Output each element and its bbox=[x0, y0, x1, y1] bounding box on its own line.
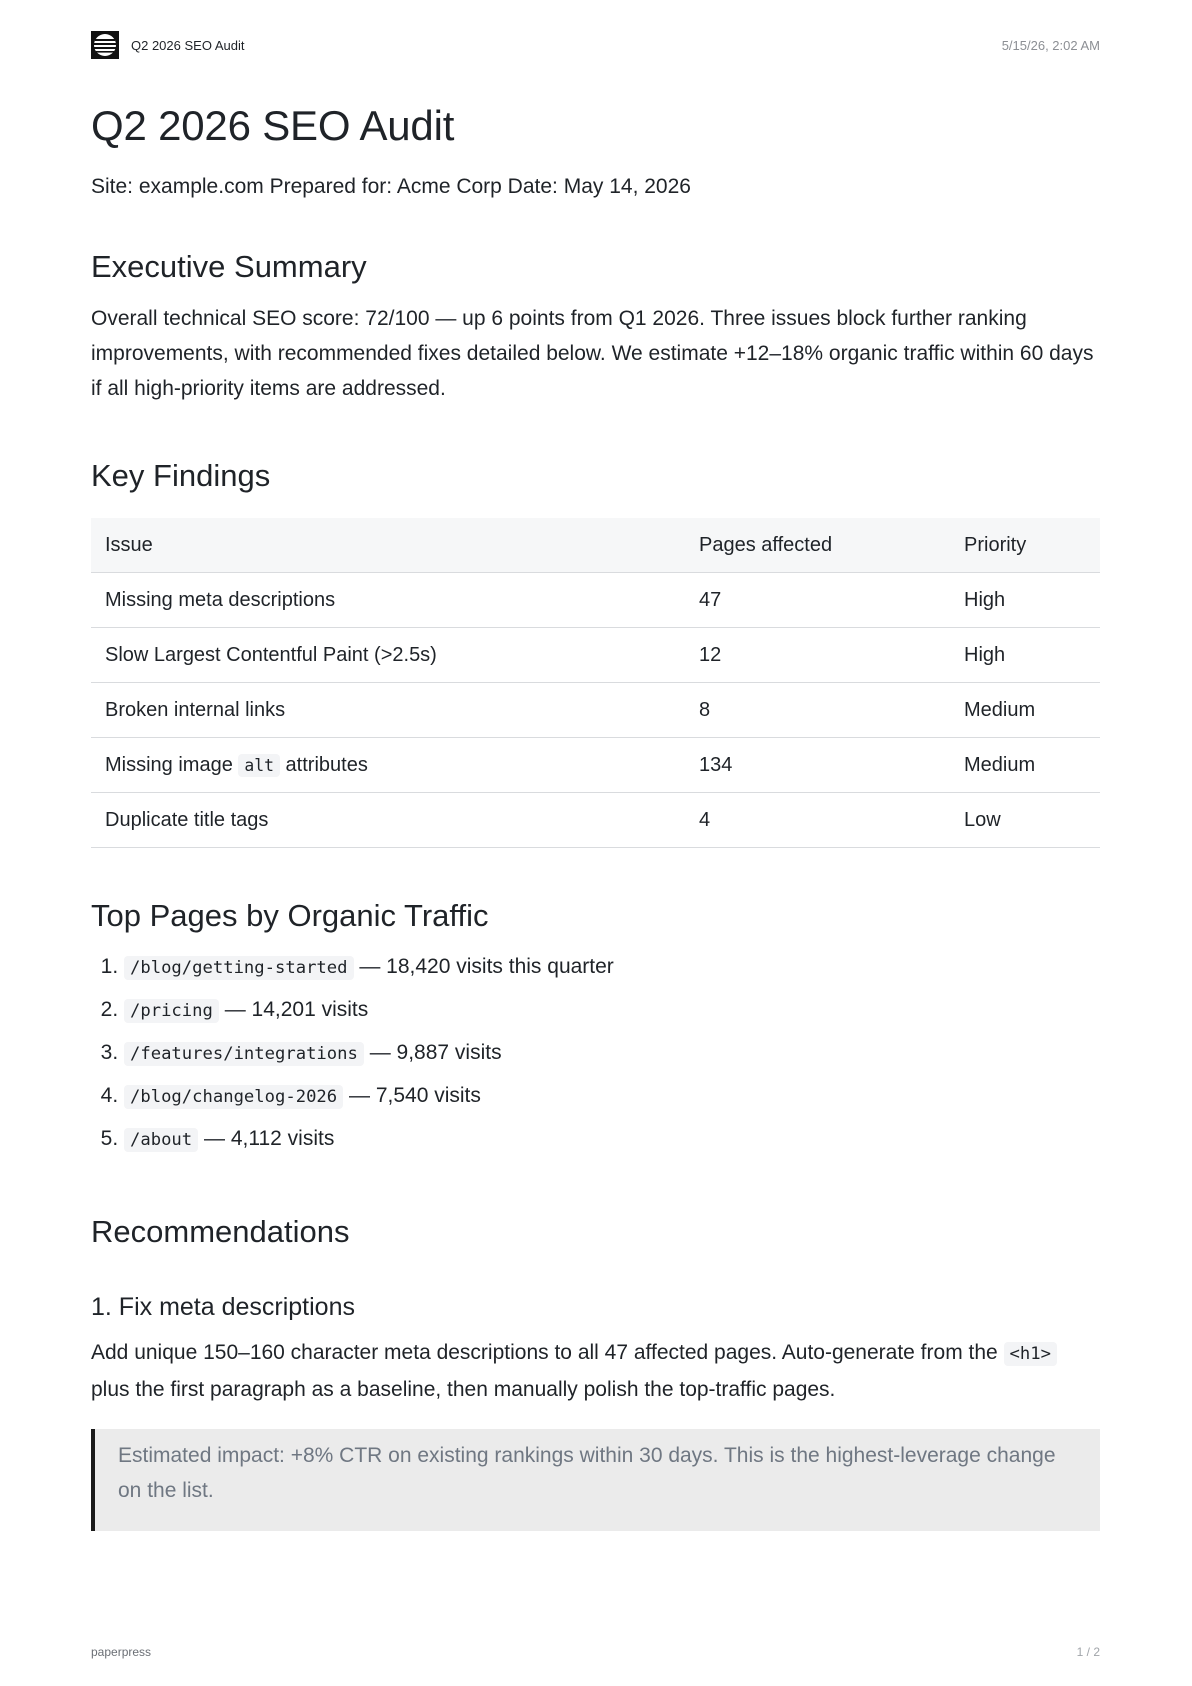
pages-affected-cell: 4 bbox=[685, 793, 950, 848]
executive-summary-section bbox=[91, 244, 1100, 406]
page-header bbox=[91, 31, 1100, 59]
page-visits: — 18,420 visits this quarter bbox=[353, 955, 614, 978]
page-visits: — 14,201 visits bbox=[218, 998, 369, 1021]
findings-table bbox=[91, 518, 1100, 848]
key-findings-heading: Key Findings bbox=[91, 458, 271, 493]
list-item bbox=[124, 1118, 1100, 1161]
priority-cell: Medium bbox=[950, 683, 1100, 738]
priority-cell: Low bbox=[950, 793, 1100, 848]
document-body bbox=[91, 96, 1100, 1531]
document-title: Q2 2026 SEO Audit bbox=[91, 102, 455, 149]
key-findings-section bbox=[91, 453, 1100, 848]
page-visits: — 4,112 visits bbox=[198, 1127, 335, 1150]
issue-cell bbox=[91, 793, 685, 848]
column-header-pages-affected: Pages affected bbox=[685, 518, 950, 573]
top-pages-section bbox=[91, 893, 1100, 1161]
executive-summary-heading: Executive Summary bbox=[91, 249, 367, 284]
page-path: /blog/getting-started bbox=[124, 956, 354, 980]
table-row bbox=[91, 573, 1100, 628]
issue-text-suffix: attributes bbox=[280, 753, 368, 776]
pages-affected-cell: 8 bbox=[685, 683, 950, 738]
header-title: Q2 2026 SEO Audit bbox=[131, 37, 245, 53]
table-row bbox=[91, 628, 1100, 683]
issue-cell bbox=[91, 628, 685, 683]
table-row bbox=[91, 683, 1100, 738]
executive-summary-text: Overall technical SEO score: 72/100 — up 6 points from Q1 2026. Three issues block further ranking improvements, with recommended fixes detailed below. We estimate +12–18% organic traffic within 60 days if all high-priority items are addressed. bbox=[91, 307, 1094, 400]
page-path: /about bbox=[124, 1128, 198, 1152]
issue-cell bbox=[91, 683, 685, 738]
issue-text: Missing image bbox=[105, 753, 239, 776]
issue-text: Missing meta descriptions bbox=[105, 588, 336, 611]
issue-text: Broken internal links bbox=[105, 698, 286, 721]
issue-text: Slow Largest Contentful Paint (>2.5s) bbox=[105, 643, 437, 666]
table-row bbox=[91, 793, 1100, 848]
recommendation-text bbox=[91, 1335, 1100, 1407]
column-header-issue: Issue bbox=[91, 518, 685, 573]
impact-callout: Estimated impact: +8% CTR on existing rankings within 30 days. This is the highest-leverage change on the list. bbox=[91, 1429, 1100, 1531]
recommendation-heading: 1. Fix meta descriptions bbox=[91, 1293, 355, 1321]
recommendations-heading: Recommendations bbox=[91, 1214, 350, 1249]
list-item bbox=[124, 1032, 1100, 1075]
priority-cell: High bbox=[950, 573, 1100, 628]
inline-code: alt bbox=[238, 754, 280, 777]
priority-cell: Medium bbox=[950, 738, 1100, 793]
page-visits: — 7,540 visits bbox=[343, 1084, 481, 1107]
page-path: /features/integrations bbox=[124, 1042, 364, 1066]
issue-text: Duplicate title tags bbox=[105, 808, 269, 831]
page-number: 1 / 2 bbox=[1076, 1645, 1100, 1659]
top-pages-list bbox=[91, 946, 1100, 1161]
table-row bbox=[91, 738, 1100, 793]
page-path: /blog/changelog-2026 bbox=[124, 1085, 343, 1109]
recommendation-text-start: Add unique 150–160 character meta descriptions to all 47 affected pages. Auto-generate from the bbox=[91, 1341, 1004, 1364]
top-pages-heading: Top Pages by Organic Traffic bbox=[91, 898, 489, 933]
recommendations-section bbox=[91, 1209, 1100, 1531]
document-meta: Site: example.com Prepared for: Acme Corp Date: May 14, 2026 bbox=[91, 175, 691, 198]
pages-affected-cell: 12 bbox=[685, 628, 950, 683]
recommendation-text-end: plus the first paragraph as a baseline, then manually polish the top-traffic pages. bbox=[91, 1378, 836, 1401]
priority-cell: High bbox=[950, 628, 1100, 683]
header-timestamp: 5/15/26, 2:02 AM bbox=[1001, 37, 1100, 53]
page-visits: — 9,887 visits bbox=[363, 1041, 502, 1064]
inline-code: <h1> bbox=[1004, 1342, 1057, 1366]
header-brand bbox=[91, 31, 244, 59]
paperpress-logo-icon bbox=[91, 31, 119, 59]
column-header-priority: Priority bbox=[950, 518, 1100, 573]
findings-table-header-row bbox=[91, 518, 1100, 573]
page-path: /pricing bbox=[124, 999, 219, 1023]
issue-cell bbox=[91, 573, 685, 628]
list-item bbox=[124, 989, 1100, 1032]
pages-affected-cell: 47 bbox=[685, 573, 950, 628]
list-item bbox=[124, 946, 1100, 989]
list-item bbox=[124, 1075, 1100, 1118]
issue-cell bbox=[91, 738, 685, 793]
page-footer bbox=[91, 1645, 1100, 1659]
footer-brand: paperpress bbox=[91, 1645, 152, 1659]
pages-affected-cell: 134 bbox=[685, 738, 950, 793]
